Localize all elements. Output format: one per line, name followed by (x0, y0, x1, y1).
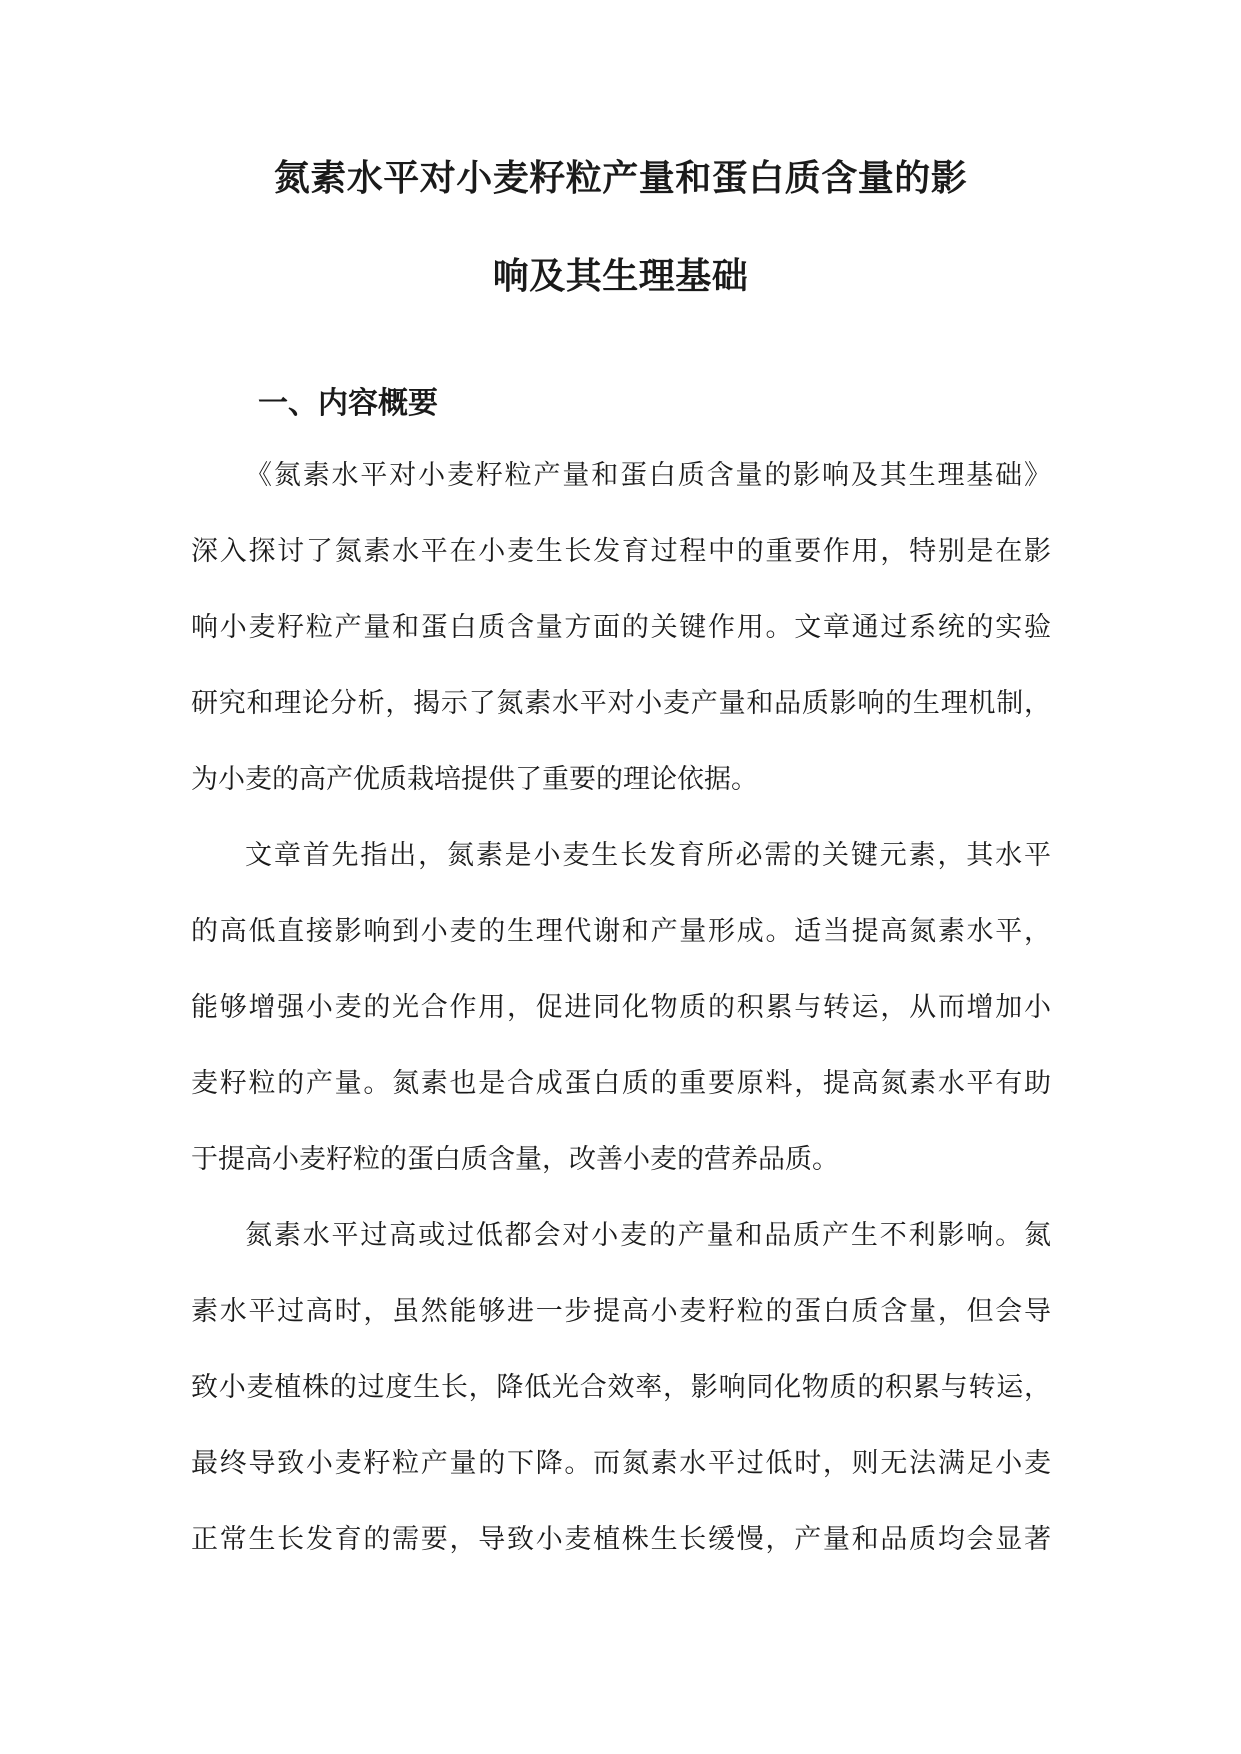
paragraph-line: 最终导致小麦籽粒产量的下降。而氮素水平过低时，则无法满足小麦 (191, 1448, 1051, 1479)
paragraph-line: 为小麦的高产优质栽培提供了重要的理论依据。 (191, 764, 758, 795)
document-title-line-1: 氮素水平对小麦籽粒产量和蛋白质含量的影 (273, 157, 968, 199)
paragraph-line: 能够增强小麦的光合作用，促进同化物质的积累与转运，从而增加小 (191, 992, 1051, 1023)
paragraph-line: 《氮素水平对小麦籽粒产量和蛋白质含量的影响及其生理基础》 (245, 460, 1051, 491)
paragraph-line: 麦籽粒的产量。氮素也是合成蛋白质的重要原料，提高氮素水平有助 (191, 1068, 1051, 1099)
section-heading: 一、内容概要 (258, 386, 438, 421)
paragraph-line: 正常生长发育的需要，导致小麦植株生长缓慢，产量和品质均会显著 (191, 1524, 1051, 1555)
paragraph-line: 的高低直接影响到小麦的生理代谢和产量形成。适当提高氮素水平， (191, 916, 1051, 947)
paragraph-line: 研究和理论分析，揭示了氮素水平对小麦产量和品质影响的生理机制， (191, 688, 1051, 719)
paragraph-line: 氮素水平过高或过低都会对小麦的产量和品质产生不利影响。氮 (245, 1220, 1051, 1251)
paragraph-line: 深入探讨了氮素水平在小麦生长发育过程中的重要作用，特别是在影 (191, 536, 1051, 567)
document-title-line-2: 响及其生理基础 (492, 255, 749, 297)
paragraph-line: 于提高小麦籽粒的蛋白质含量，改善小麦的营养品质。 (191, 1144, 839, 1175)
paragraph-line: 文章首先指出，氮素是小麦生长发育所必需的关键元素，其水平 (245, 840, 1051, 871)
paragraph-line: 素水平过高时，虽然能够进一步提高小麦籽粒的蛋白质含量，但会导 (191, 1296, 1051, 1327)
paragraph-line: 致小麦植株的过度生长，降低光合效率，影响同化物质的积累与转运， (191, 1372, 1051, 1403)
paragraph-line: 响小麦籽粒产量和蛋白质含量方面的关键作用。文章通过系统的实验 (191, 612, 1051, 643)
